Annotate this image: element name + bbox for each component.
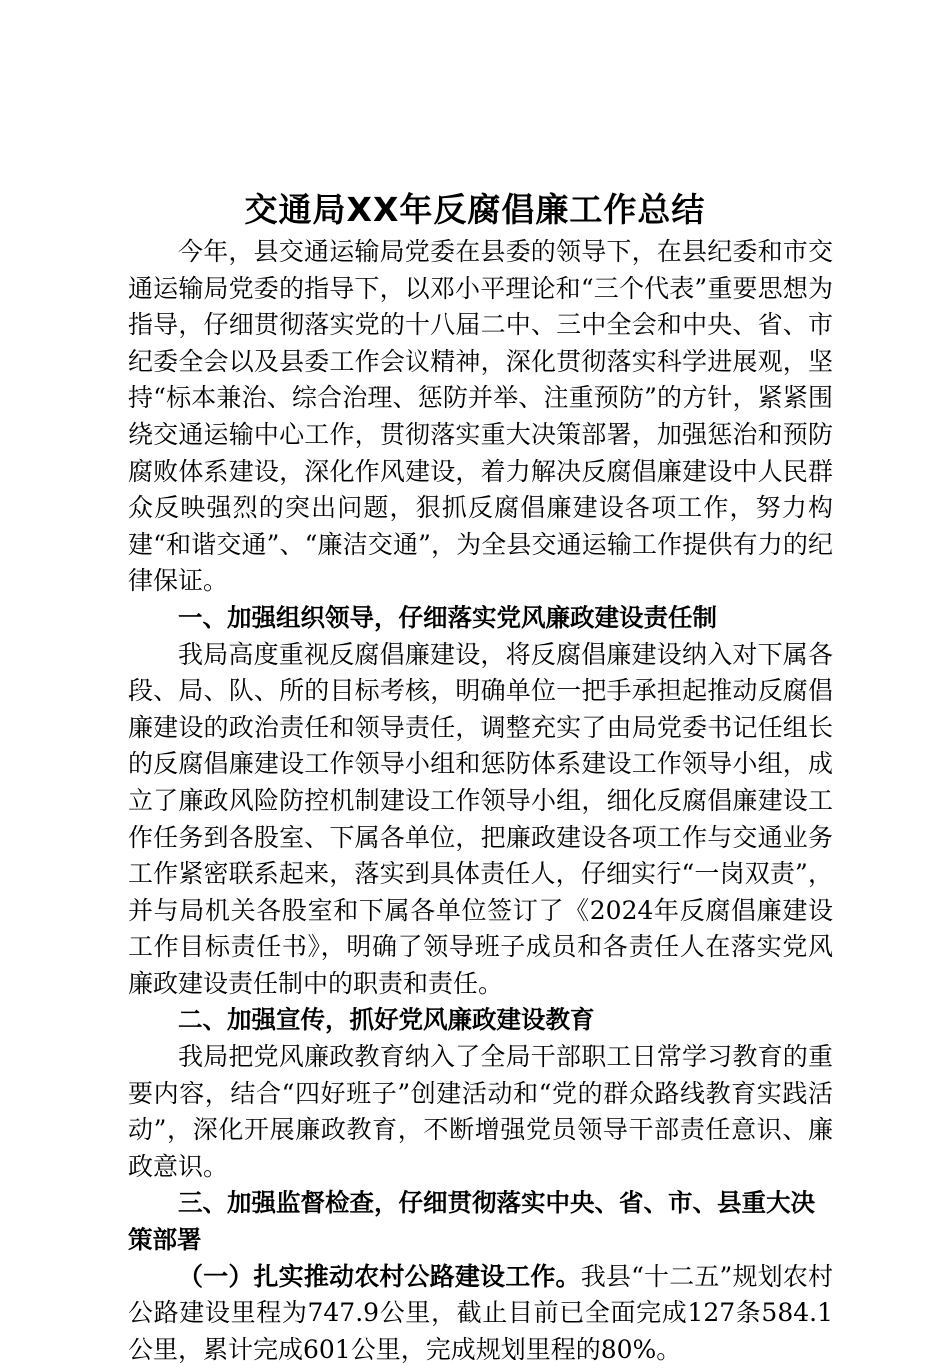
section-2-heading: 二、加强宣传，抓好党风廉政建设教育 [178,1005,595,1035]
subsection-1-text: 我县“十二五”规划农村公路建设里程为747.9公里，截止目前已全面完成127条584.1公里，累计完成601公里，完成规划里程的80%。 [128,1261,833,1364]
section-1-paragraph: 我局高度重视反腐倡廉建设，将反腐倡廉建设纳入对下属各段、局、队、所的目标考核，明确单位一把手承担起推动反腐倡廉建设的政治责任和领导责任，调整充实了由局党委书记任组长的反腐倡廉建设工作领导小组和惩防体系建设工作领导小组，成立了廉政风险防控机制建设工作领导小组，细化反腐倡廉建设工作任务到各股室、下属各单位，把廉政建设各项工作与交通业务工作紧密联系起来，落实到具体责任人，仔细实行“一岗双责”，并与局机关各股室和下属各单位签订了《2024年反腐倡廉建设工作目标责任书》，明确了领导班子成员和各责任人在落实党风廉政建设责任制中的职责和责任。 [128,639,833,998]
section-2-paragraph: 我局把党风廉政教育纳入了全局干部职工日常学习教育的重要内容，结合“四好班子”创建活动和“党的群众路线教育实践活动”，深化开展廉政教育，不断增强党员领导干部责任意识、廉政意识。 [128,1042,833,1181]
document-title: 交通局XX年反腐倡廉工作总结 [244,190,706,229]
section-3-heading: 三、加强监督检查，仔细贯彻落实中央、省、市、县重大决策部署 [128,1188,815,1255]
subsection-1-heading: （一）扎实推动农村公路建设工作。 [178,1261,581,1291]
document-body [128,234,833,1368]
section-1-heading: 一、加强组织领导，仔细落实党风廉政建设责任制 [178,602,717,632]
subsection-1-paragraph [128,1259,833,1368]
intro-paragraph: 今年，县交通运输局党委在县委的领导下，在县纪委和市交通运输局党委的指导下，以邓小平理论和“三个代表”重要思想为指导，仔细贯彻落实党的十八届二中、三中全会和中央、省、市纪委全会以及县委工作会议精神，深化贯彻落实科学进展观，坚持“标本兼治、综合治理、惩防并举、注重预防”的方针，紧紧围绕交通运输中心工作，贯彻落实重大决策部署，加强惩治和预防腐败体系建设，深化作风建设，着力解决反腐倡廉建设中人民群众反映强烈的突出问题，狠抓反腐倡廉建设各项工作，努力构建“和谐交通”、“廉洁交通”，为全县交通运输工作提供有力的纪律保证。 [128,237,833,596]
